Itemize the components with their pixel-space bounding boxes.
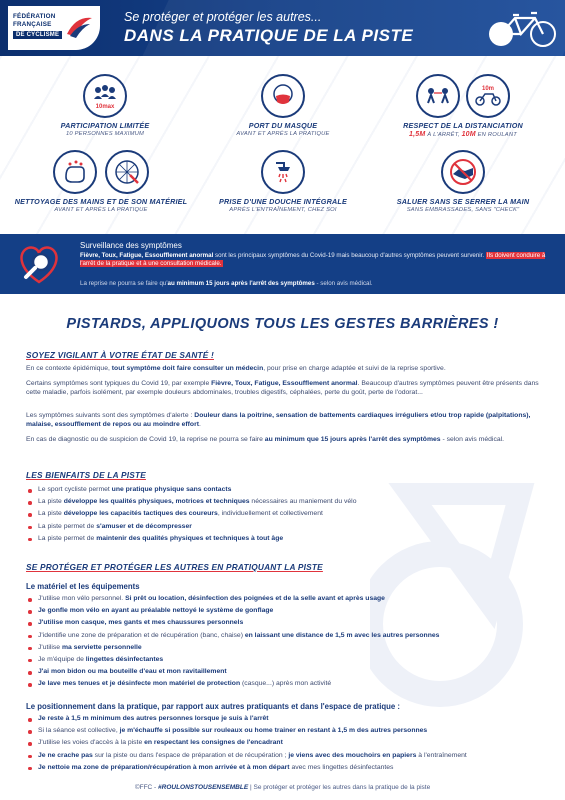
list-item: Je lave mes tenues et je désinfecte mon matériel de protection (casque...) après mon activité — [26, 680, 546, 692]
symptom-surveillance-banner — [0, 234, 565, 294]
gesture-title: SALUER SANS SE SERRER LA MAIN — [396, 197, 530, 206]
footer: ©FFC - #ROULONSTOUSENSEMBLE | Se protéger et protéger les autres dans la pratique de la piste — [134, 784, 431, 791]
list-item: Je nettoie ma zone de préparation/récupération à mon arrivée et à mon départ avec mes lingettes désinfectantes — [26, 764, 546, 776]
list-item: Si la séance est collective, je m'échauffe si possible sur rouleaux ou home trainer en restant à 1,5 m des autres personnes — [26, 727, 546, 739]
gesture-hand-cleaning — [6, 150, 196, 213]
svg-text:10max: 10max — [95, 104, 115, 110]
section-benefits-title: LES BIENFAITS DE LA PISTE — [26, 470, 146, 480]
gesture-subtitle: 1,5M À L'ARRÊT, 10M EN ROULANT — [409, 131, 517, 139]
group-icon — [83, 74, 127, 118]
list-item: Je ne crache pas sur la piste ou dans l'espace de préparation et de récupération ; je viens avec des mouchoirs en papiers à l'entraînement — [26, 752, 546, 764]
gesture-no-handshake — [388, 150, 538, 213]
main-title: PISTARDS, APPLIQUONS TOUS LES GESTES BARRIÈRES ! — [66, 316, 499, 332]
logo-line3: DE CYCLISME — [13, 31, 62, 39]
hand-wash-icon — [53, 150, 97, 194]
gesture-subtitle: SANS EMBRASSADES, SANS "CHECK" — [406, 207, 520, 214]
gesture-title: PORT DU MASQUE — [248, 121, 318, 130]
gesture-distancing — [388, 74, 538, 138]
equipment-list — [26, 595, 546, 693]
gesture-subtitle: AVANT ET APRÈS LA PRATIQUE — [54, 207, 148, 214]
positioning-subtitle: Le positionnement dans la pratique, par rapport aux autres pratiquants et dans l'espace de pratique : — [26, 702, 401, 711]
gesture-mask — [218, 74, 348, 137]
track-bike-icon — [487, 6, 557, 50]
list-item: J'utilise les voies d'accès à la piste en respectant les consignes de l'encadrant — [26, 739, 546, 751]
shower-icon — [261, 150, 305, 194]
gesture-title: NETTOYAGE DES MAINS ET DE SON MATÉRIEL — [14, 197, 188, 206]
list-item: La piste permet de s'amuser et de décompresser — [26, 523, 546, 535]
health-paragraph-4: En cas de diagnostic ou de suspicion de Covid 19, la reprise ne pourra se faire au minimum que 15 jours après l'arrêt des symptômes - selon avis médical. — [26, 436, 505, 443]
list-item: J'ai mon bidon ou ma bouteille d'eau et mon ravitaillement — [26, 668, 546, 680]
list-item: Le sport cycliste permet une pratique physique sans contacts — [26, 486, 546, 498]
health-paragraph-1: En ce contexte épidémique, tout symptôme doit faire consulter un médecin, pour prise en charge adaptée et suivi de la reprise sportive. — [26, 365, 446, 372]
list-item: La piste développe les capacités tactiques des coureurs, individuellement et collectivement — [26, 510, 546, 522]
surveillance-text: Fièvre, Toux, Fatigue, Essoufflement anormal sont les principaux symptômes du Covid-19 mais beaucoup d'autres symptômes peuvent survenir. Ils doivent conduire à l'arrêt de la pratique et à une consultation médicale. — [80, 252, 546, 268]
list-item: Je reste à 1,5 m minimum des autres personnes lorsque je suis à l'arrêt — [26, 715, 546, 727]
main-content — [0, 294, 565, 800]
list-item: J'utilise ma serviette personnelle — [26, 644, 546, 656]
list-item: La piste permet de maintenir des qualités physiques et techniques à tout âge — [26, 535, 546, 547]
positioning-list — [26, 715, 546, 776]
logo-line1: FÉDÉRATION — [13, 13, 56, 20]
svg-text:10m: 10m — [481, 86, 495, 92]
list-item: La piste développe les qualités physiques, motrices et techniques nécessaires au maniement du vélo — [26, 498, 546, 510]
logo-swoosh-icon — [64, 12, 94, 42]
gesture-title: PARTICIPATION LIMITÉE — [60, 121, 150, 130]
benefits-list — [26, 486, 546, 547]
health-paragraph-3: Les symptômes suivants sont des symptômes d'alerte : Douleur dans la poitrine, sensation de battements cardiaques irréguliers et/ou trop rapide (palpitations), malaise, essoufflement de repos ou au moindre effort. — [26, 412, 531, 428]
distance-standing-icon — [416, 74, 460, 118]
gesture-limited-participation — [40, 74, 170, 137]
header-title: DANS LA PRATIQUE DE LA PISTE — [124, 26, 414, 45]
surveillance-title: Surveillance des symptômes — [80, 241, 182, 250]
no-handshake-icon — [441, 150, 485, 194]
logo-line2: FRANÇAISE — [13, 21, 52, 28]
gesture-shower — [208, 150, 358, 213]
health-paragraph-2: Certains symptômes sont typiques du Covid 19, par exemple Fièvre, Toux, Fatigue, Essoufflement anormal. Beaucoup d'autres symptômes peuvent être présents dans cette maladie, parfois isolément, par exemple douleurs abdominales, troubles digestifs, céphalées, perte du goût, perte de l'odorat... — [26, 380, 539, 396]
gestures-band — [0, 56, 565, 234]
gesture-subtitle: APRÈS L'ENTRAÎNEMENT, CHEZ SOI — [229, 207, 337, 214]
equipment-subtitle: Le matériel et les équipements — [26, 582, 140, 591]
header — [0, 0, 565, 56]
list-item: J'identifie une zone de préparation et de récupération (banc, chaise) en laissant une distance de 1,5 m avec les autres personnes — [26, 632, 546, 644]
section-health-title: SOYEZ VIGILANT À VOTRE ÉTAT DE SANTÉ ! — [26, 350, 214, 360]
gesture-subtitle: 10 PERSONNES MAXIMUM — [65, 131, 145, 138]
bike-cleaning-icon — [105, 150, 149, 194]
section-protection-title: SE PROTÉGER ET PROTÉGER LES AUTRES EN PRATIQUANT LA PISTE — [26, 562, 323, 572]
ffc-logo — [8, 6, 100, 50]
header-subtitle: Se protéger et protéger les autres... — [124, 10, 322, 24]
list-item: J'utilise mon vélo personnel. Si prêt ou location, désinfection des poignées et de la selle avant et après usage — [26, 595, 546, 607]
mask-icon — [261, 74, 305, 118]
heart-magnifier-icon — [14, 238, 64, 288]
list-item: J'utilise mon casque, mes gants et mes chaussures personnels — [26, 619, 546, 631]
gesture-title: PRISE D'UNE DOUCHE INTÉGRALE — [219, 197, 347, 206]
list-item: Je gonfle mon vélo en ayant au préalable nettoyé le système de gonflage — [26, 607, 546, 619]
surveillance-note: La reprise ne pourra se faire qu'au minimum 15 jours après l'arrêt des symptômes - selon avis médical. — [80, 280, 373, 287]
distance-riding-icon — [466, 74, 510, 118]
list-item: Je m'équipe de lingettes désinfectantes — [26, 656, 546, 668]
gesture-title: RESPECT DE LA DISTANCIATION — [403, 121, 523, 130]
gesture-subtitle: AVANT ET APRÈS LA PRATIQUE — [236, 131, 330, 138]
